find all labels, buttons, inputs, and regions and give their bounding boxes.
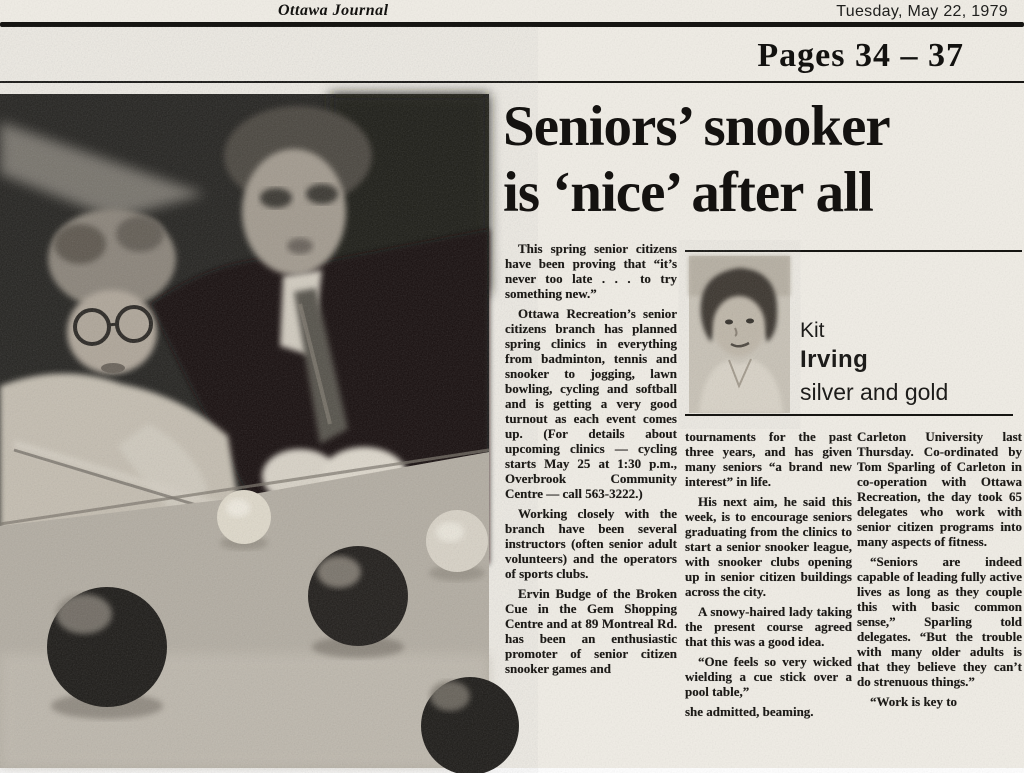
article-paragraph: tournaments for the past three years, and has given many seniors “a brand new interest” in life.: [685, 429, 852, 489]
headline: [503, 94, 1023, 234]
article-paragraph-partial: “Work is key to: [870, 694, 958, 709]
columnist-byline: [800, 318, 1020, 408]
article-column-2: [685, 429, 852, 768]
article-column-1: [505, 241, 677, 768]
headline-line-1: Seniors’ snooker: [503, 95, 890, 158]
masthead-paper-name: Ottawa Journal: [278, 2, 389, 19]
article-paragraph: Ottawa Recreation’s senior citizens branch has planned spring clinics in everything from badminton, tennis and snooker to jogging, lawn bowling, cycling and softball and is getting a very good turnout as each event comes up. (For details about upcoming clinics — cycling starts May 25 at 1:30 p.m., Overbrook Community Centre — call 563-3222.): [505, 306, 677, 501]
pages-label: Pages 34 – 37: [757, 37, 964, 74]
columnist-box-bottom-rule: [685, 414, 1013, 416]
article-paragraph: “Seniors are indeed capable of leading fully active lives as long as they couple this with basic common sense,” Sparling told delegates. “But the trouble with many older adults is that they believe they can’t do strenuous things.”: [857, 554, 1022, 689]
article-paragraph: This spring senior citizens have been proving that “it’s never too late . . . to try something new.”: [505, 241, 677, 301]
snooker-photo: [0, 94, 489, 768]
article-paragraph: Working closely with the branch have been several instructors (often senior adult volunteers) and the operators of sports clubs.: [505, 506, 677, 581]
masthead-thin-rule: [0, 81, 1024, 83]
article-paragraph: “One feels so very wicked wielding a cue stick over a pool table,”: [685, 654, 852, 699]
columnist-portrait-art: [689, 256, 790, 413]
masthead-thick-rule: [0, 22, 1024, 27]
article-column-3: [857, 429, 1022, 764]
article-paragraph: Carleton University last Thursday. Co-ordinated by Tom Sparling of Carleton in co-operation with Ottawa Recreation, the day took 65 delegates who work with senior citizen programs into many aspects of fitness.: [857, 429, 1022, 549]
columnist-first-name: Kit: [800, 319, 825, 342]
masthead-date: Tuesday, May 22, 1979: [836, 3, 1008, 20]
article-paragraph-partial: she admitted, beaming.: [685, 704, 814, 719]
columnist-box-top-rule: [685, 250, 1022, 252]
columnist-portrait: [689, 256, 790, 413]
article-paragraph: His next aim, he said this week, is to encourage seniors graduating from the clinics to start a senior snooker league, with snooker clubs opening up in senior citizen buildings across the city.: [685, 494, 852, 599]
columnist-last-name: Irving: [800, 346, 869, 373]
article-paragraph: A snowy-haired lady taking the present course agreed that this was a good idea.: [685, 604, 852, 649]
article-paragraph: Ervin Budge of the Broken Cue in the Gem Shopping Centre and at 89 Montreal Rd. has been an enthusiastic promoter of senior citizen snooker games and: [505, 586, 677, 676]
headline-line-2: is ‘nice’ after all: [503, 161, 873, 224]
columnist-column-title: silver and gold: [800, 379, 949, 405]
snooker-photo-art: [0, 94, 489, 768]
